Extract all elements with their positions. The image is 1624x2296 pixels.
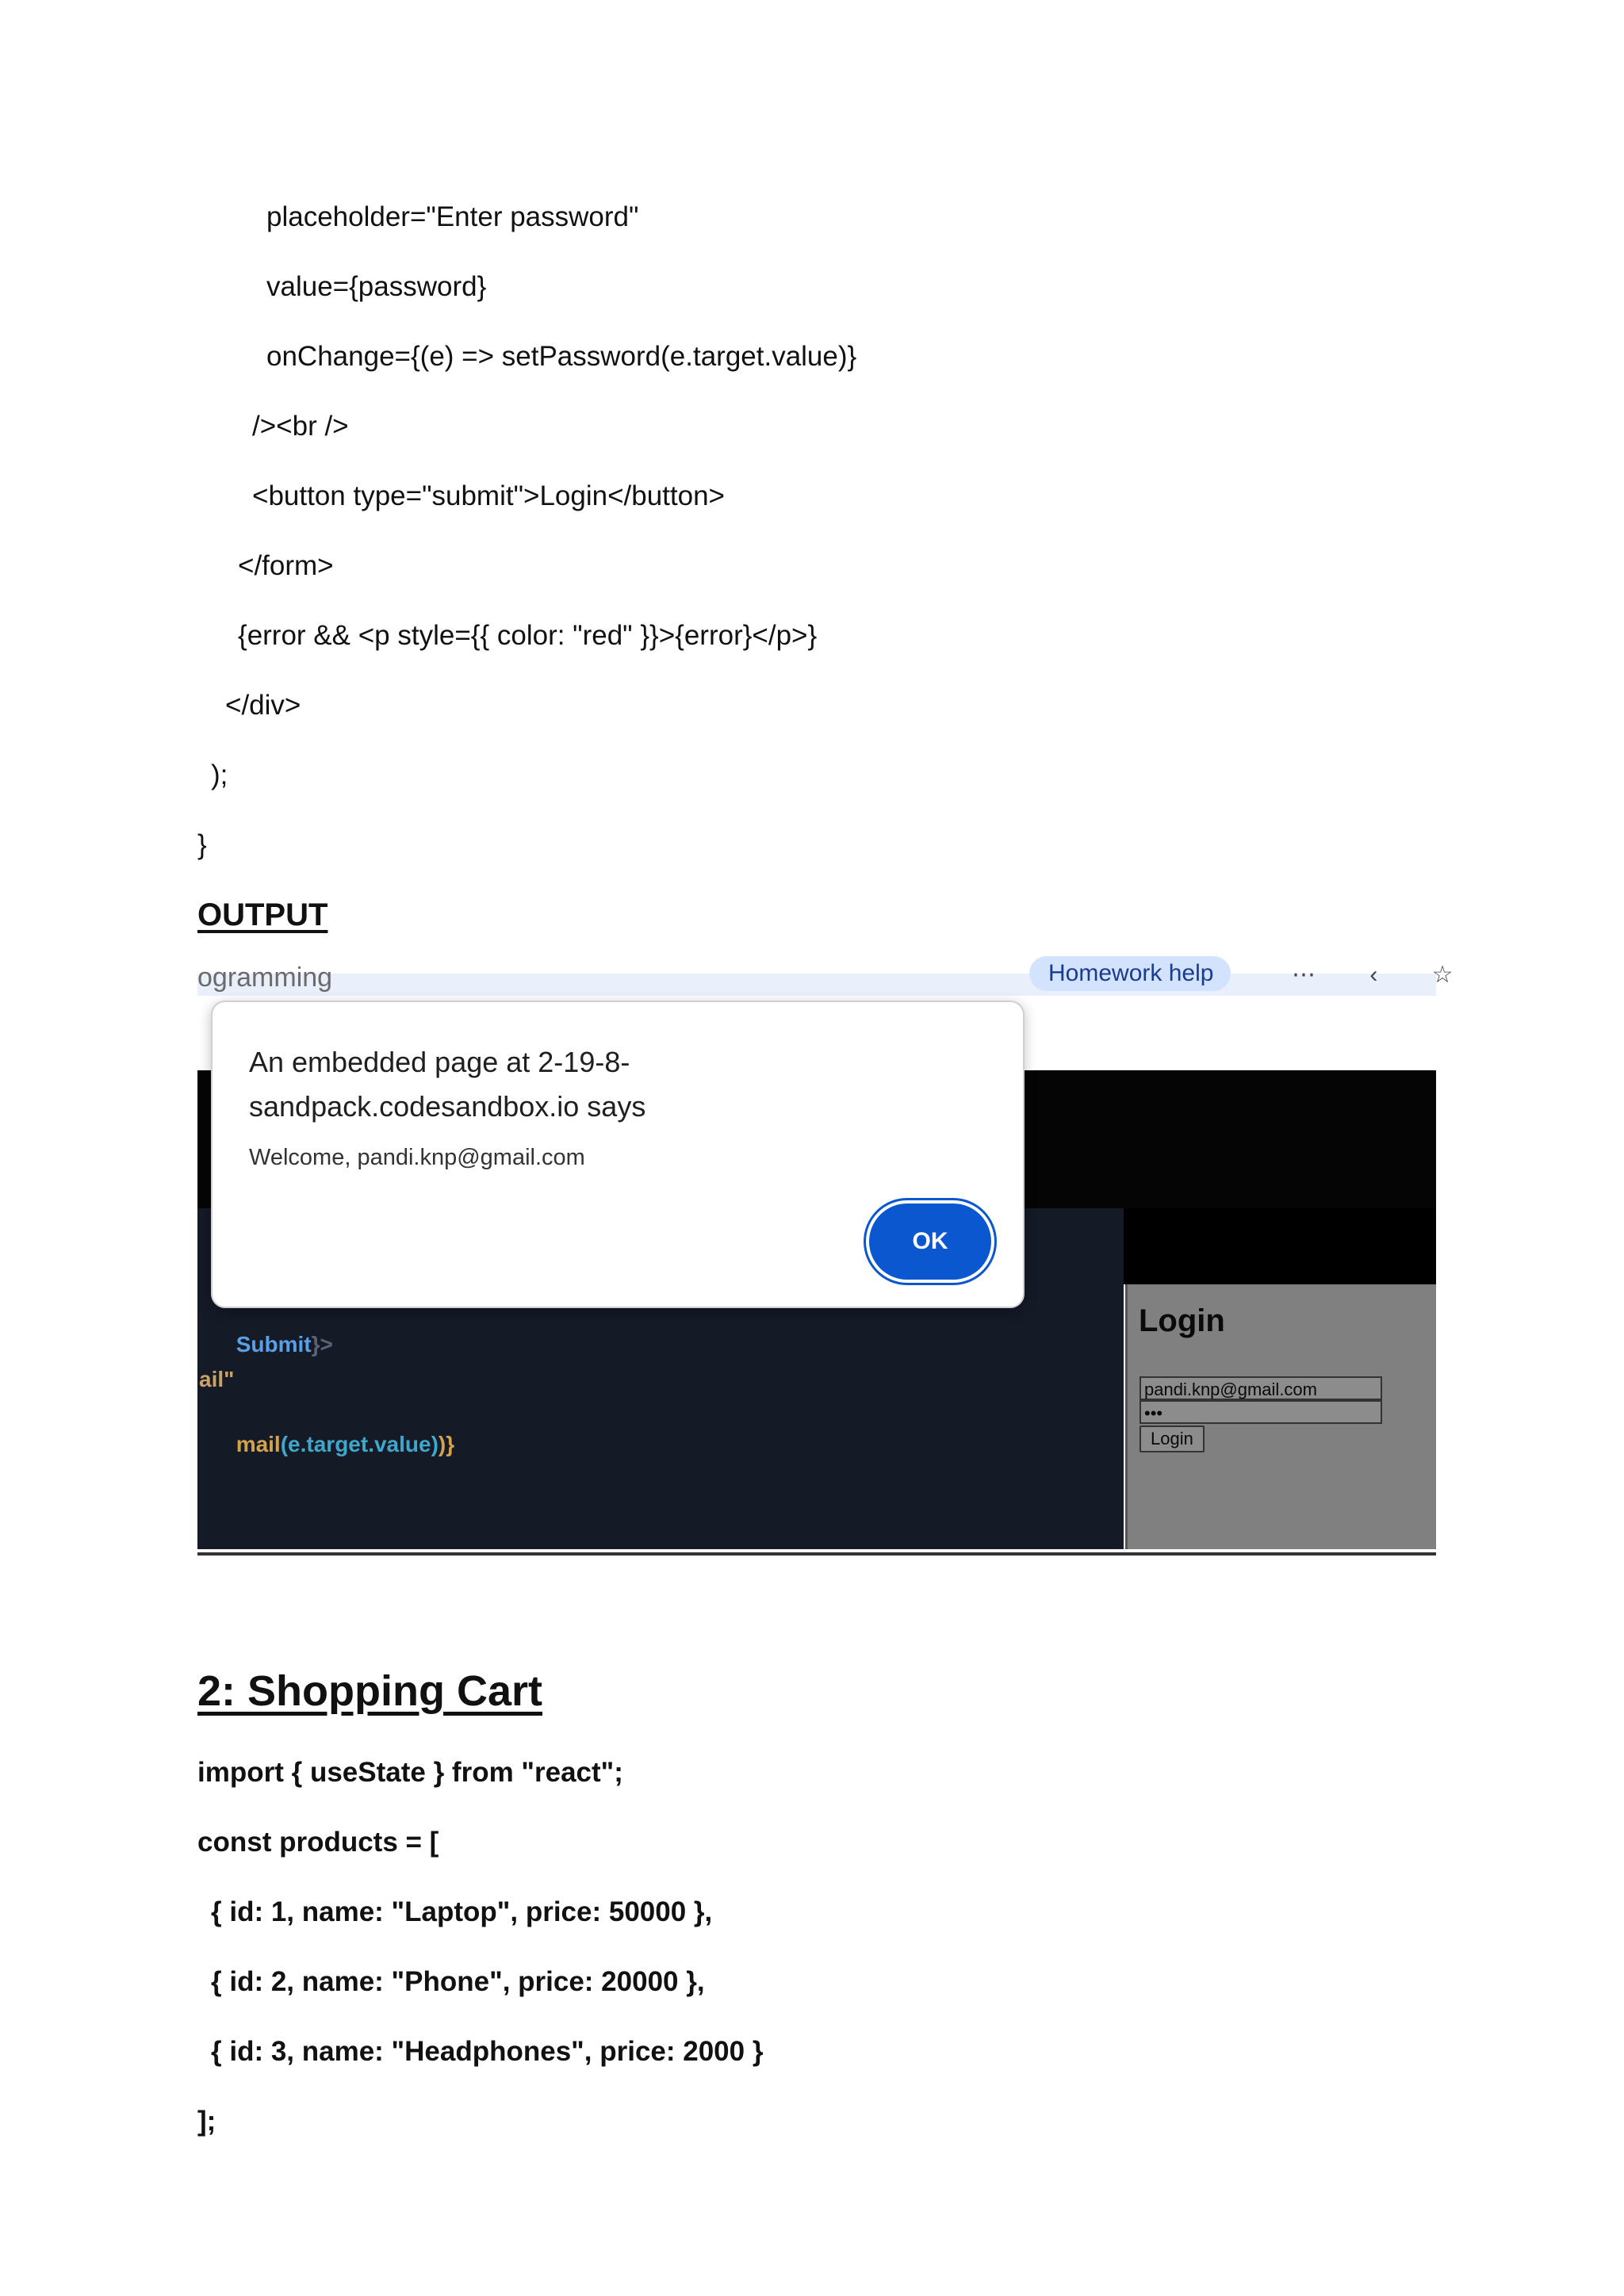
code-line: <button type="submit">Login</button> xyxy=(252,480,725,511)
code-line: { id: 3, name: "Headphones", price: 2000 } xyxy=(211,2036,764,2067)
code-line: ); xyxy=(211,760,228,790)
preview-header-band xyxy=(1124,1208,1436,1284)
login-button[interactable]: Login xyxy=(1139,1425,1205,1452)
code-line: placeholder="Enter password" xyxy=(266,201,639,232)
browser-pill: Homework help xyxy=(1029,956,1231,991)
login-title: Login xyxy=(1139,1303,1225,1338)
code-line: {error && <p style={{ color: "red" }}>{error}</p>} xyxy=(238,620,818,651)
code-line: import { useState } from "react"; xyxy=(197,1757,623,1788)
editor-line: Submit}> xyxy=(236,1332,333,1357)
code-line: </div> xyxy=(225,690,301,721)
code-line: value={password} xyxy=(266,271,487,302)
login-preview xyxy=(1125,1284,1436,1549)
section-heading: 2: Shopping Cart xyxy=(197,1667,542,1715)
dialog-message: Welcome, pandi.knp@gmail.com xyxy=(249,1145,585,1170)
output-screenshot xyxy=(197,960,1477,1557)
alert-dialog xyxy=(211,1001,1025,1308)
password-field[interactable]: ••• xyxy=(1139,1400,1382,1424)
code-line: </form> xyxy=(238,550,334,581)
output-heading: OUTPUT xyxy=(197,897,328,932)
ok-button[interactable]: OK xyxy=(869,1203,991,1280)
browser-toolbar-strip xyxy=(197,960,1477,996)
email-field[interactable]: pandi.knp@gmail.com xyxy=(1139,1376,1382,1400)
browser-toolbar-icons: ⋯ ‹ ☆ xyxy=(1292,962,1477,988)
code-line: const products = [ xyxy=(197,1827,439,1858)
code-line: { id: 1, name: "Laptop", price: 50000 }, xyxy=(211,1896,713,1927)
editor-line: ail" xyxy=(199,1367,235,1391)
code-line: } xyxy=(197,829,207,860)
code-line: onChange={(e) => setPassword(e.target.value)} xyxy=(266,341,857,372)
code-line: /><br /> xyxy=(252,411,349,442)
editor-line: mail(e.target.value))} xyxy=(236,1432,455,1456)
browser-tab-text: ogramming xyxy=(197,962,333,993)
dialog-title: An embedded page at 2-19-8-sandpack.codesandbox.io says xyxy=(249,1046,646,1123)
code-line: { id: 2, name: "Phone", price: 20000 }, xyxy=(211,1966,705,1997)
code-line: ]; xyxy=(197,2106,216,2137)
divider xyxy=(197,1552,1436,1556)
